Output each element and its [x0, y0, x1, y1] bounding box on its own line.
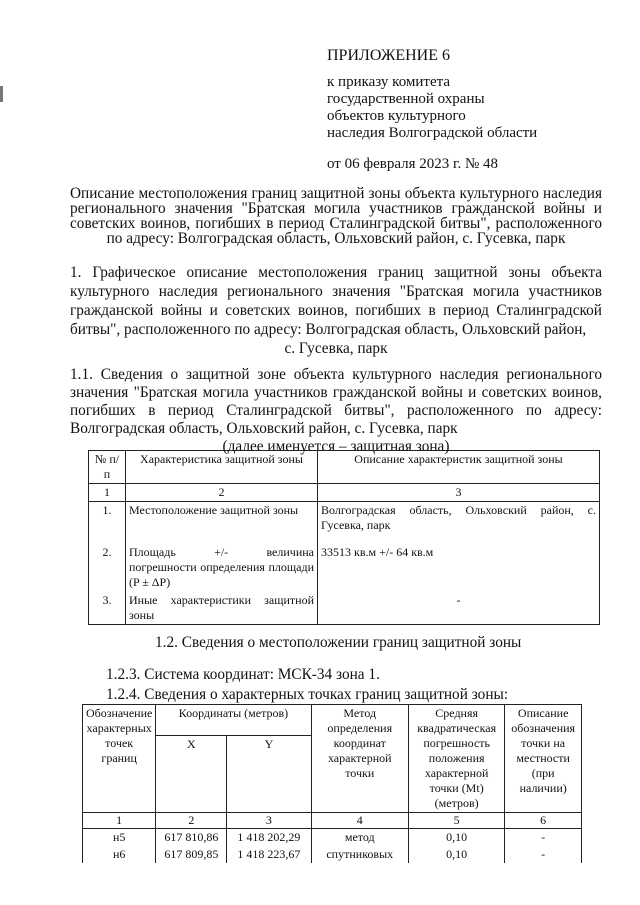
point-x: 617 809,85 [156, 846, 227, 863]
zone-characteristics-table [88, 450, 600, 625]
header-desc: Описание обозначения точки на местности (при наличии) [505, 705, 582, 813]
table-row [89, 544, 600, 592]
section-1-last: с. Гусевка, парк [284, 340, 388, 357]
document-title: Описание местоположения границ защитной зоны объекта культурного наследия регионального значения "Братская могила участников гражданской войны и советских воинов, погибших в период Сталинградской битвы", расположенного по адресу: Волгоградская область, Ольховский район, с. Гусевка, парк [70, 185, 602, 247]
coordinate-system: 1.2.3. Система координат: МСК-34 зона 1. [106, 666, 380, 683]
boundary-points-table [82, 704, 582, 863]
index-cell: 2 [156, 813, 227, 829]
table-row [89, 502, 600, 545]
appendix-title: ПРИЛОЖЕНИЕ 6 [327, 47, 451, 64]
section-1-1-last: (далее именуется – защитная зона) [222, 438, 450, 455]
header-point: Обозначение характерных точек границ [83, 705, 156, 813]
point-id: н6 [83, 846, 156, 863]
table-row [89, 592, 600, 625]
appendix-line: к приказу комитета [327, 74, 451, 90]
table-row [83, 829, 582, 847]
section-1-text: 1. Графическое описание местоположения границ защитной зоны объекта культурного наследия регионального значения "Братская могила участников гражданской войны и советских воинов, погибших в период Сталинградской битвы", расположенного по адресу: Волгоградская область, Ольховский район, [70, 264, 602, 338]
index-cell: 6 [505, 813, 582, 829]
section-1-2-heading: 1.2. Сведения о местоположении границ защитной зоны [155, 634, 522, 651]
row-number: 3. [89, 592, 126, 625]
point-x: 617 810,86 [156, 829, 227, 847]
header-characteristic: Характеристика защитной зоны [126, 451, 318, 484]
header-number: № п/п [89, 451, 126, 484]
row-name: Площадь +/- величина погрешности определения площади (P ± ΔP) [126, 544, 318, 592]
header-coords: Координаты (метров) [156, 705, 311, 736]
table-header-row [83, 705, 582, 736]
section-1 [70, 263, 602, 358]
row-name: Местоположение защитной зоны [126, 502, 318, 545]
index-cell: 1 [83, 813, 156, 829]
index-cell: 1 [89, 484, 126, 502]
index-cell: 5 [409, 813, 505, 829]
table-row [83, 846, 582, 863]
table-header-row [89, 451, 600, 484]
index-cell: 3 [227, 813, 311, 829]
appendix-block [327, 47, 537, 173]
table-index-row [89, 484, 600, 502]
section-1-1-text: 1.1. Сведения о защитной зоне объекта культурного наследия регионального значения "Братская могила участников гражданской войны и советских воинов, погибших в период Сталинградской битвы", расположенного по адресу: Волгоградская область, Ольховский район, с. Гусевка, парк [70, 366, 602, 437]
point-y: 1 418 202,29 [227, 829, 311, 847]
header-error: Средняя квадратическая погрешность положения характерной точки (Mt) (метров) [409, 705, 505, 813]
row-name: Иные характеристики защитной зоны [126, 592, 318, 625]
appendix-line: государственной охраны [327, 91, 485, 107]
row-value: 33513 кв.м +/- 64 кв.м [318, 544, 600, 592]
header-y: Y [227, 736, 311, 813]
points-heading: 1.2.4. Сведения о характерных точках границ защитной зоны: [106, 686, 509, 703]
point-error: 0,10 [409, 846, 505, 863]
point-y: 1 418 223,67 [227, 846, 311, 863]
point-desc: - [505, 846, 582, 863]
index-cell: 4 [311, 813, 408, 829]
scan-edge-mark [0, 86, 3, 102]
index-cell: 2 [126, 484, 318, 502]
appendix-date: от 06 февраля 2023 г. № 48 [327, 156, 499, 172]
row-value: Волгоградская область, Ольховский район, с. Гусевка, парк [318, 502, 600, 545]
row-number: 1. [89, 502, 126, 545]
section-1-1 [70, 366, 602, 456]
point-error: 0,10 [409, 829, 505, 847]
appendix-line: наследия Волгоградской области [327, 125, 538, 141]
point-id: н5 [83, 829, 156, 847]
header-method: Метод определения координат характерной точки [311, 705, 408, 813]
table-index-row [83, 813, 582, 829]
point-method: спутниковых [311, 846, 408, 863]
point-desc: - [505, 829, 582, 847]
header-description: Описание характеристик защитной зоны [318, 451, 600, 484]
appendix-line: объектов культурного [327, 108, 466, 124]
point-method: метод [311, 829, 408, 847]
index-cell: 3 [318, 484, 600, 502]
row-value: - [318, 592, 600, 625]
row-number: 2. [89, 544, 126, 592]
header-x: X [156, 736, 227, 813]
